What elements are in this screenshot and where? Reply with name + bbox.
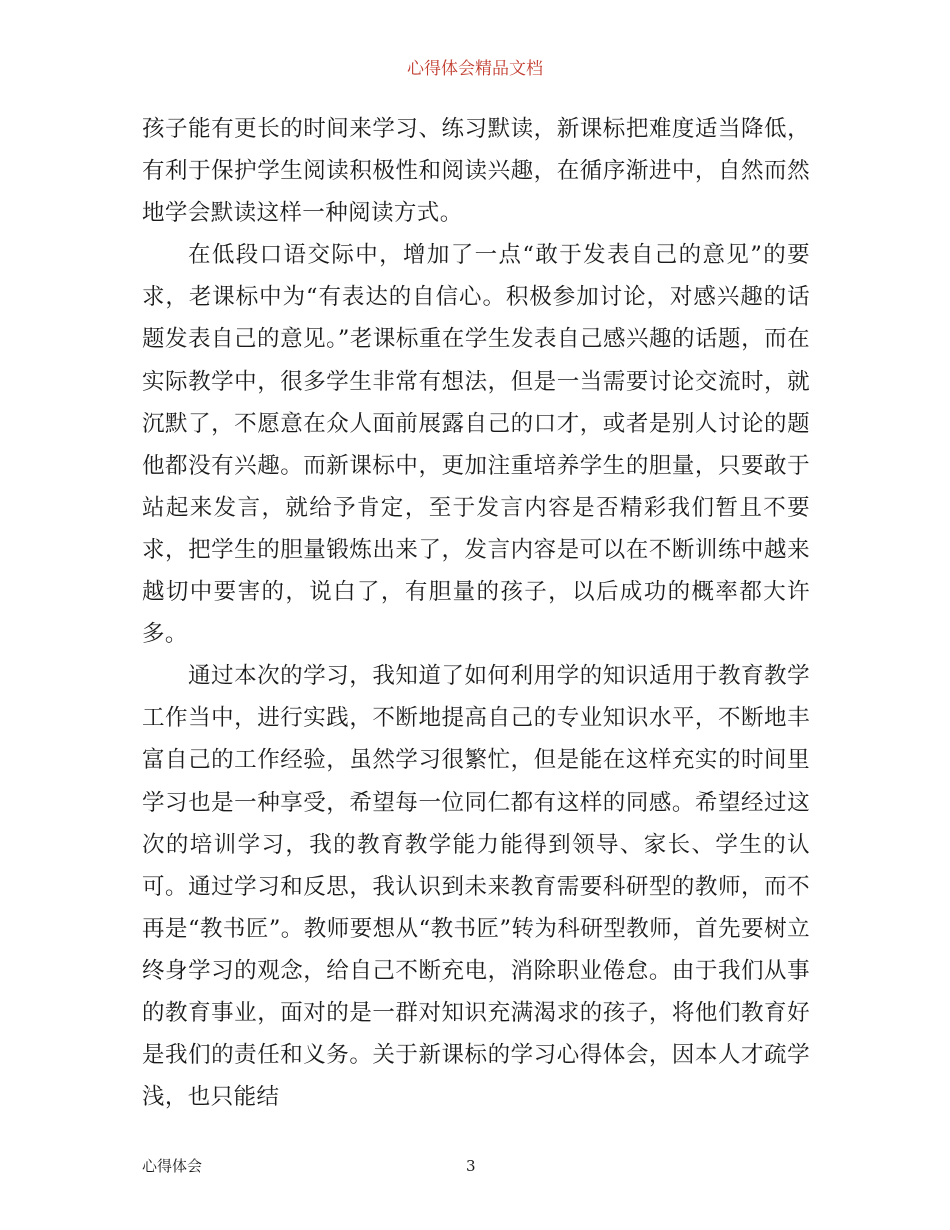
footer-label: 心得体会 (142, 1157, 203, 1175)
paragraph-1: 孩子能有更长的时间来学习、练习默读，新课标把难度适当降低，有利于保护学生阅读积极性和阅读兴趣，在循序渐进中，自然而然地学会默读这样一种阅读方式。 (142, 116, 810, 227)
page-header-title: 心得体会精品文档 (407, 59, 543, 79)
document-body (142, 108, 810, 1118)
paragraph-3: 通过本次的学习，我知道了如何利用学的知识适用于教育教学工作当中，进行实践，不断地提高自己的专业知识水平，不断地丰富自己的工作经验，虽然学习很繁忙，但是能在这样充实的时间里学习也是一种享受，希望每一位同仁都有这样的同感。希望经过这次的培训学习，我的教育教学能力能得到领导、家长、学生的认可。通过学习和反思，我认识到未来教育需要科研型的教师，而不再是“教书匠”。教师要想从“教书匠”转为科研型教师，首先要树立终身学习的观念，给自己不断充电，消除职业倦怠。由于我们从事的教育事业，面对的是一群对知识充满渴求的孩子，将他们教育好是我们的责任和义务。关于新课标的学习心得体会，因本人才疏学浅，也只能结 (142, 663, 810, 1111)
page-number: 3 (466, 1157, 476, 1175)
paragraph-2: 在低段口语交际中，增加了一点“敢于发表自己的意见”的要求，老课标中为“有表达的自信心。积极参加讨论，对感兴趣的话题发表自己的意见。”老课标重在学生发表自己感兴趣的话题，而在实际教学中，很多学生非常有想法，但是一当需要讨论交流时，就沉默了，不愿意在众人面前展露自己的口才，或者是别人讨论的题他都没有兴趣。而新课标中，更加注重培养学生的胆量，只要敢于站起来发言，就给予肯定，至于发言内容是否精彩我们暂且不要求，把学生的胆量锻炼出来了，发言内容是可以在不断训练中越来越切中要害的，说白了，有胆量的孩子，以后成功的概率都大许多。 (142, 242, 810, 648)
